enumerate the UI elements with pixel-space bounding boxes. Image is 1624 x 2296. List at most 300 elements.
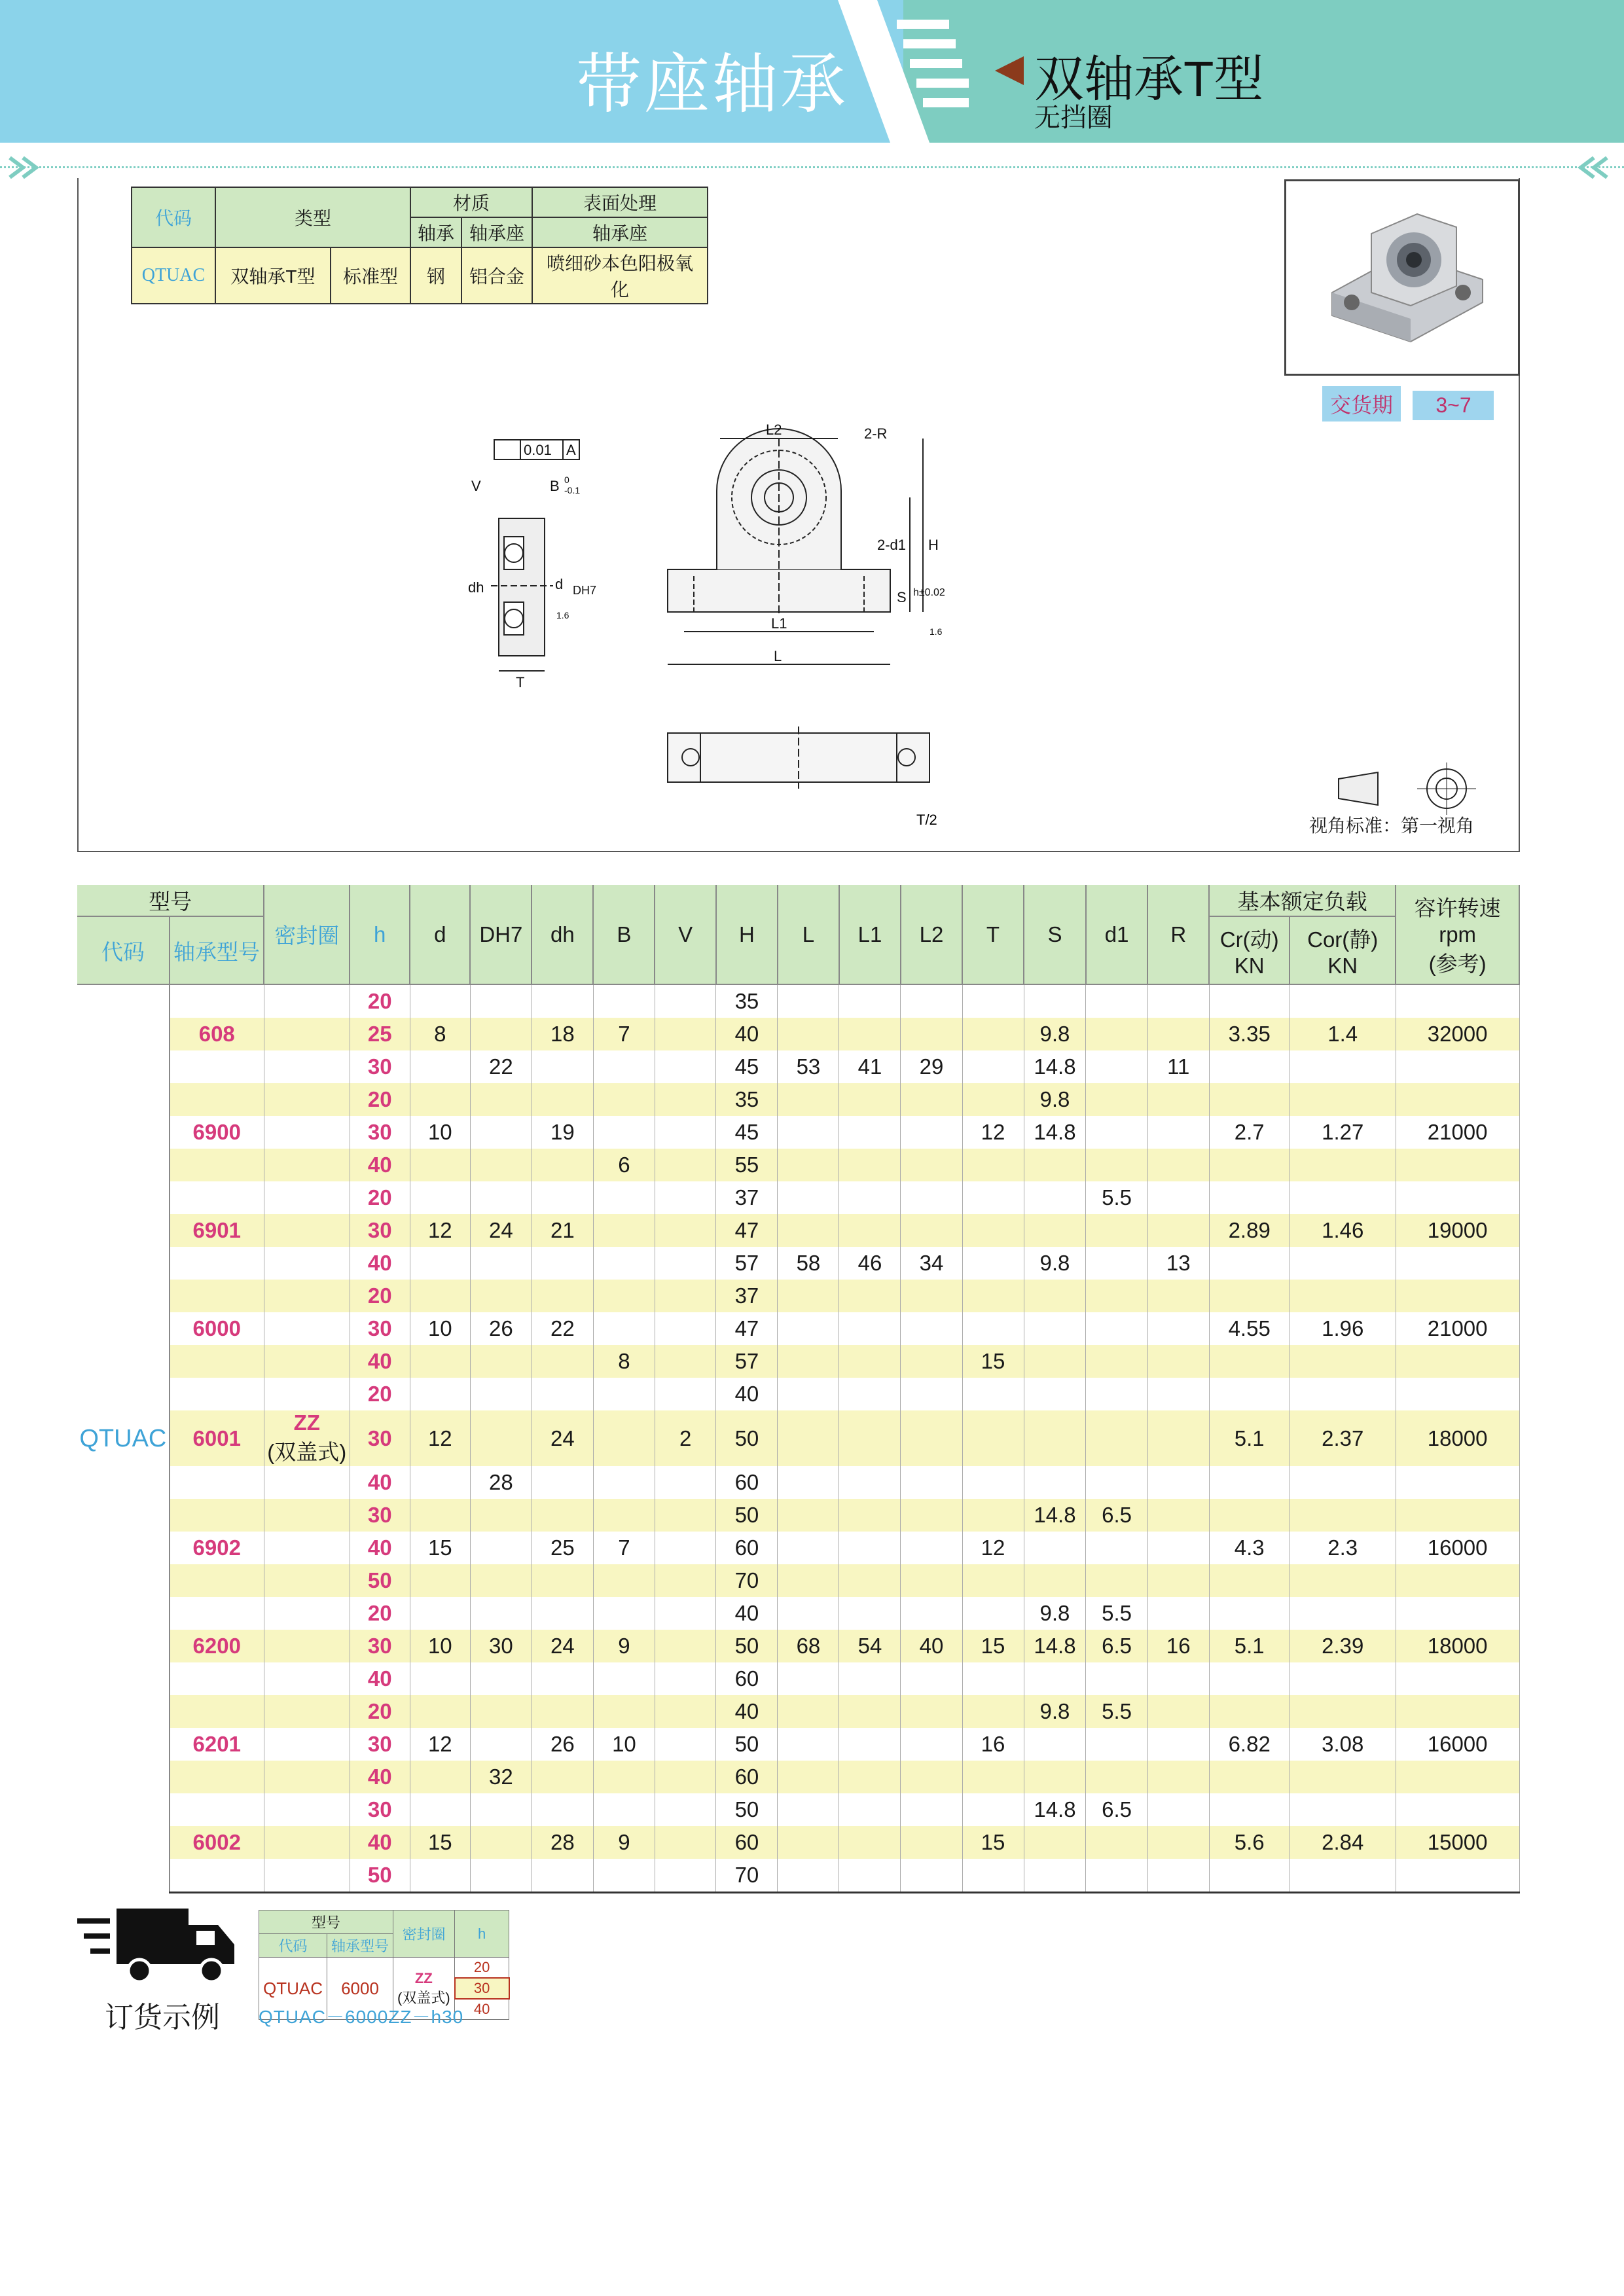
cell-s: 9.8 — [1024, 1083, 1086, 1116]
th-S: S — [1024, 885, 1086, 984]
table-row — [77, 1116, 1519, 1149]
cell-s — [1024, 1280, 1086, 1312]
cell-b — [593, 1662, 655, 1695]
cell-bearing-no: 6901 — [170, 1214, 264, 1247]
th-T: T — [962, 885, 1024, 984]
cell-h: 60 — [716, 1466, 778, 1499]
cell-v — [655, 984, 716, 1018]
cell-t — [962, 1312, 1024, 1345]
cell-cor — [1290, 1345, 1396, 1378]
cell-dh: 18 — [532, 1018, 593, 1050]
cell-seal — [264, 1149, 350, 1181]
cell-s — [1024, 1214, 1086, 1247]
cell-v — [655, 1695, 716, 1728]
cell-v — [655, 1597, 716, 1630]
cell-bearing-no — [170, 1499, 264, 1532]
dim-d: d — [555, 576, 564, 592]
cell-d1 — [1086, 1859, 1147, 1893]
cell-b — [593, 1050, 655, 1083]
cell-d1 — [1086, 984, 1147, 1018]
cell-cr — [1209, 1662, 1290, 1695]
cell-l1 — [839, 1378, 901, 1410]
cell-b — [593, 1499, 655, 1532]
cell-r — [1147, 1378, 1209, 1410]
cell-bearing-no — [170, 1345, 264, 1378]
page-header — [0, 0, 1624, 143]
table-row — [77, 1728, 1519, 1761]
cell-s — [1024, 1662, 1086, 1695]
cell-d — [410, 1597, 470, 1630]
table-row — [77, 1410, 1519, 1466]
dim-L: L — [774, 648, 782, 664]
cell-rpm — [1396, 1149, 1519, 1181]
cell-bearing-no: 6902 — [170, 1532, 264, 1564]
cell-t: 15 — [962, 1345, 1024, 1378]
cell-t — [962, 1410, 1024, 1466]
cell-bearing-no — [170, 1181, 264, 1214]
cell-bearing-no — [170, 1859, 264, 1893]
dim-H: H — [928, 537, 939, 553]
cell-cr: 6.82 — [1209, 1728, 1290, 1761]
cell-v — [655, 1181, 716, 1214]
cell-cr — [1209, 1793, 1290, 1826]
cell-seal — [264, 1728, 350, 1761]
cell-dh — [532, 1662, 593, 1695]
cell-r — [1147, 984, 1209, 1018]
cell-r — [1147, 1499, 1209, 1532]
cell-code: QTUAC — [77, 984, 170, 1893]
cell-v — [655, 1630, 716, 1662]
cell-d — [410, 1662, 470, 1695]
spec-surface: 喷细砂本色阳极氧化 — [532, 247, 708, 304]
spec-h-material: 材质 — [410, 187, 532, 217]
dim-dh: dh — [468, 579, 484, 596]
cell-seal — [264, 1083, 350, 1116]
cell-t — [962, 1597, 1024, 1630]
cell-t — [962, 1695, 1024, 1728]
cell-l — [778, 1466, 839, 1499]
cell-l — [778, 1116, 839, 1149]
cell-h: 20 — [350, 984, 410, 1018]
cell-l2 — [901, 1728, 962, 1761]
cell-s: 9.8 — [1024, 1018, 1086, 1050]
cell-l2 — [901, 1499, 962, 1532]
cell-d1 — [1086, 1050, 1147, 1083]
th-B: B — [593, 885, 655, 984]
cell-dh — [470, 984, 532, 1018]
cell-t — [962, 1280, 1024, 1312]
cell-dh: 26 — [470, 1312, 532, 1345]
cell-rpm — [1396, 1597, 1519, 1630]
cell-l — [778, 1499, 839, 1532]
cell-rpm — [1396, 1499, 1519, 1532]
cell-h: 55 — [716, 1149, 778, 1181]
cell-h: 40 — [350, 1532, 410, 1564]
cell-h: 37 — [716, 1181, 778, 1214]
cell-s — [1024, 984, 1086, 1018]
cell-cor — [1290, 1793, 1396, 1826]
cell-l — [778, 1695, 839, 1728]
table-row — [77, 1181, 1519, 1214]
cell-s — [1024, 1312, 1086, 1345]
cell-bearing-no: 6900 — [170, 1116, 264, 1149]
cell-h: 45 — [716, 1050, 778, 1083]
cell-r — [1147, 1793, 1209, 1826]
cell-dh — [470, 1181, 532, 1214]
cell-r — [1147, 1149, 1209, 1181]
cell-b — [593, 1181, 655, 1214]
cell-v — [655, 1018, 716, 1050]
cell-l2 — [901, 1410, 962, 1466]
cell-t — [962, 1859, 1024, 1893]
pillow-block-image — [1286, 181, 1518, 374]
cell-r — [1147, 1761, 1209, 1793]
cell-cr — [1209, 1345, 1290, 1378]
th-cr-unit: KN — [1234, 953, 1265, 978]
cell-l2 — [901, 1149, 962, 1181]
cell-h: 40 — [350, 1149, 410, 1181]
cell-rpm: 21000 — [1396, 1116, 1519, 1149]
cell-seal — [264, 1695, 350, 1728]
cell-d — [410, 1345, 470, 1378]
cell-cr — [1209, 1564, 1290, 1597]
cell-bearing-no — [170, 984, 264, 1018]
cell-dh: 22 — [532, 1312, 593, 1345]
cell-l2: 40 — [901, 1630, 962, 1662]
cell-l1 — [839, 1312, 901, 1345]
table-row — [77, 1859, 1519, 1893]
cell-v — [655, 1859, 716, 1893]
cell-r — [1147, 1695, 1209, 1728]
cell-l2 — [901, 1597, 962, 1630]
cell-rpm: 15000 — [1396, 1826, 1519, 1859]
table-row — [77, 1280, 1519, 1312]
tol-datum: A — [566, 442, 576, 458]
cell-l — [778, 1826, 839, 1859]
table-row — [77, 1630, 1519, 1662]
cell-r — [1147, 1859, 1209, 1893]
cell-d1 — [1086, 1378, 1147, 1410]
cell-bearing-no: 6000 — [170, 1312, 264, 1345]
th-H: H — [716, 885, 778, 984]
cell-seal — [264, 1597, 350, 1630]
cell-t — [962, 984, 1024, 1018]
cell-l1 — [839, 1662, 901, 1695]
cell-cor: 2.39 — [1290, 1630, 1396, 1662]
cell-d1 — [1086, 1761, 1147, 1793]
cell-cor — [1290, 1564, 1396, 1597]
delivery-label: 交货期 — [1322, 386, 1401, 422]
cell-h: 20 — [350, 1695, 410, 1728]
cell-l1 — [839, 1345, 901, 1378]
cell-h: 50 — [716, 1793, 778, 1826]
cell-t — [962, 1499, 1024, 1532]
cell-v — [655, 1499, 716, 1532]
cell-cr: 5.1 — [1209, 1630, 1290, 1662]
cell-dh — [470, 1728, 532, 1761]
cell-rpm — [1396, 1695, 1519, 1728]
cell-d: 12 — [410, 1728, 470, 1761]
cell-l1 — [839, 1083, 901, 1116]
cell-l2 — [901, 1378, 962, 1410]
cell-d — [410, 1050, 470, 1083]
cell-cor — [1290, 1050, 1396, 1083]
header-subtitle-2: 无挡圈 — [1034, 103, 1113, 132]
cell-dh — [532, 1378, 593, 1410]
spec-type2: 标准型 — [331, 247, 410, 304]
cell-d1 — [1086, 1312, 1147, 1345]
spec-bearing: 钢 — [410, 247, 461, 304]
cell-h: 20 — [350, 1597, 410, 1630]
dim-L2: L2 — [766, 422, 782, 438]
cell-v — [655, 1149, 716, 1181]
cell-l — [778, 1662, 839, 1695]
cell-d1: 6.5 — [1086, 1630, 1147, 1662]
cell-h: 40 — [716, 1378, 778, 1410]
cell-t — [962, 1466, 1024, 1499]
cell-v — [655, 1214, 716, 1247]
th-L: L — [778, 885, 839, 984]
cell-cor: 2.37 — [1290, 1410, 1396, 1466]
cell-bearing-no: 6001 — [170, 1410, 264, 1466]
cell-cr: 4.3 — [1209, 1532, 1290, 1564]
cell-d: 15 — [410, 1826, 470, 1859]
cell-cor — [1290, 1695, 1396, 1728]
rough-1: 1.6 — [556, 610, 569, 620]
cell-seal — [264, 1793, 350, 1826]
cell-s — [1024, 1345, 1086, 1378]
cell-cor — [1290, 1662, 1396, 1695]
cell-b — [593, 1597, 655, 1630]
cell-bearing-no — [170, 1280, 264, 1312]
cell-dh — [532, 1050, 593, 1083]
cell-bearing-no: 608 — [170, 1018, 264, 1050]
cell-rpm: 21000 — [1396, 1312, 1519, 1345]
cell-cr — [1209, 1761, 1290, 1793]
cell-l — [778, 1859, 839, 1893]
order-example-code: QTUAC－6000ZZ－h30 — [259, 2007, 464, 2027]
cell-dh — [470, 1826, 532, 1859]
cell-dh — [470, 1410, 532, 1466]
cell-r: 11 — [1147, 1050, 1209, 1083]
dim-B: B — [550, 478, 560, 494]
table-row — [77, 1345, 1519, 1378]
cell-cr: 2.7 — [1209, 1116, 1290, 1149]
cell-dh — [470, 1662, 532, 1695]
cell-v — [655, 1345, 716, 1378]
cell-b — [593, 1859, 655, 1893]
cell-d: 10 — [410, 1630, 470, 1662]
cell-cor — [1290, 1499, 1396, 1532]
cell-s: 14.8 — [1024, 1050, 1086, 1083]
cell-cor — [1290, 1247, 1396, 1280]
cell-l: 53 — [778, 1050, 839, 1083]
cell-r — [1147, 1410, 1209, 1466]
cell-d1 — [1086, 1826, 1147, 1859]
cell-rpm: 18000 — [1396, 1410, 1519, 1466]
cell-h: 40 — [716, 1695, 778, 1728]
cell-b — [593, 1312, 655, 1345]
cell-b — [593, 1695, 655, 1728]
cell-d — [410, 1793, 470, 1826]
th-d1: d1 — [1086, 885, 1147, 984]
cell-rpm — [1396, 1466, 1519, 1499]
table-row — [77, 1826, 1519, 1859]
cell-l2 — [901, 1662, 962, 1695]
cell-cor — [1290, 1466, 1396, 1499]
table-row — [77, 1466, 1519, 1499]
cell-dh — [470, 1597, 532, 1630]
cell-d1 — [1086, 1214, 1147, 1247]
cell-v — [655, 1312, 716, 1345]
cell-d: 12 — [410, 1410, 470, 1466]
cell-d — [410, 1181, 470, 1214]
cell-l — [778, 984, 839, 1018]
table-row — [77, 1018, 1519, 1050]
cell-d1 — [1086, 1662, 1147, 1695]
th-seal: 密封圈 — [264, 885, 350, 984]
cell-h: 25 — [350, 1018, 410, 1050]
cell-l — [778, 1280, 839, 1312]
cell-b — [593, 984, 655, 1018]
cell-rpm — [1396, 1247, 1519, 1280]
cell-dh: 21 — [532, 1214, 593, 1247]
spec-table — [131, 187, 708, 304]
dim-d1: 2-d1 — [877, 537, 907, 553]
cell-s: 9.8 — [1024, 1695, 1086, 1728]
cell-bearing-no — [170, 1564, 264, 1597]
spec-code: QTUAC — [132, 247, 215, 304]
cell-v — [655, 1280, 716, 1312]
cell-l1 — [839, 1793, 901, 1826]
cell-s: 14.8 — [1024, 1630, 1086, 1662]
order-h1: 20 — [455, 1958, 509, 1979]
cell-d1 — [1086, 1083, 1147, 1116]
cell-d — [410, 1083, 470, 1116]
cell-rpm — [1396, 1280, 1519, 1312]
table-row — [77, 1312, 1519, 1345]
table-row — [77, 1793, 1519, 1826]
cell-h: 20 — [350, 1378, 410, 1410]
cell-bearing-no — [170, 1050, 264, 1083]
cell-r — [1147, 1345, 1209, 1378]
cell-cr — [1209, 1378, 1290, 1410]
cell-s — [1024, 1466, 1086, 1499]
cell-t: 12 — [962, 1532, 1024, 1564]
table-row — [77, 1564, 1519, 1597]
cell-d: 12 — [410, 1214, 470, 1247]
cell-cor: 2.3 — [1290, 1532, 1396, 1564]
cell-s — [1024, 1728, 1086, 1761]
cell-h: 30 — [350, 1410, 410, 1466]
cell-h: 57 — [716, 1247, 778, 1280]
cell-h: 47 — [716, 1312, 778, 1345]
cell-d — [410, 984, 470, 1018]
cell-b: 9 — [593, 1630, 655, 1662]
cell-l: 68 — [778, 1630, 839, 1662]
table-row — [77, 1050, 1519, 1083]
cell-h: 40 — [350, 1345, 410, 1378]
cell-cr — [1209, 1466, 1290, 1499]
cell-l2 — [901, 1532, 962, 1564]
th-code: 代码 — [77, 916, 170, 984]
cell-dh — [470, 1280, 532, 1312]
cell-l2 — [901, 1826, 962, 1859]
cell-t: 15 — [962, 1630, 1024, 1662]
cell-r — [1147, 1280, 1209, 1312]
cell-seal — [264, 1859, 350, 1893]
cell-h: 50 — [350, 1564, 410, 1597]
cell-l1 — [839, 1532, 901, 1564]
th-speed — [1396, 885, 1519, 984]
cell-d — [410, 1761, 470, 1793]
cell-l1 — [839, 1466, 901, 1499]
cell-l2 — [901, 1695, 962, 1728]
cell-r — [1147, 1662, 1209, 1695]
cell-h: 60 — [716, 1826, 778, 1859]
cell-l1 — [839, 1761, 901, 1793]
cell-s — [1024, 1761, 1086, 1793]
cell-seal — [264, 1312, 350, 1345]
cell-v — [655, 1247, 716, 1280]
cell-h: 50 — [716, 1410, 778, 1466]
arrow-left-icon — [995, 56, 1024, 85]
cell-cr — [1209, 1247, 1290, 1280]
cell-l1 — [839, 1695, 901, 1728]
cell-d — [410, 1149, 470, 1181]
cell-d: 10 — [410, 1312, 470, 1345]
cell-l2 — [901, 1466, 962, 1499]
cell-l1 — [839, 1597, 901, 1630]
cell-d1: 5.5 — [1086, 1695, 1147, 1728]
th-bearing-no: 轴承型号 — [170, 916, 264, 984]
cell-l2 — [901, 1116, 962, 1149]
cell-t — [962, 1181, 1024, 1214]
cell-rpm — [1396, 984, 1519, 1018]
seal-desc: (双盖式) — [267, 1440, 347, 1464]
cell-l1 — [839, 1859, 901, 1893]
cell-l2 — [901, 1018, 962, 1050]
th-speed-title: 容许转速 — [1414, 895, 1501, 920]
table-row — [77, 984, 1519, 1018]
cell-l — [778, 1728, 839, 1761]
cell-rpm: 32000 — [1396, 1018, 1519, 1050]
cell-t — [962, 1793, 1024, 1826]
cell-rpm — [1396, 1761, 1519, 1793]
cell-bearing-no — [170, 1466, 264, 1499]
order-h-bno: 轴承型号 — [327, 1934, 393, 1958]
cell-r — [1147, 1466, 1209, 1499]
cell-bearing-no — [170, 1083, 264, 1116]
cell-dh — [470, 1499, 532, 1532]
cell-d1: 5.5 — [1086, 1181, 1147, 1214]
cell-dh: 28 — [470, 1466, 532, 1499]
cell-l2 — [901, 1312, 962, 1345]
cell-b: 10 — [593, 1728, 655, 1761]
cell-cr — [1209, 1695, 1290, 1728]
cell-v — [655, 1116, 716, 1149]
table-row — [77, 1597, 1519, 1630]
order-h-h: h — [455, 1910, 509, 1958]
cell-rpm — [1396, 1793, 1519, 1826]
cell-dh — [532, 1345, 593, 1378]
cell-cor — [1290, 1149, 1396, 1181]
cell-h: 20 — [350, 1280, 410, 1312]
table-row — [77, 1695, 1519, 1728]
cell-rpm — [1396, 1859, 1519, 1893]
order-bno: 6000 — [327, 1958, 393, 2020]
cell-seal — [264, 1466, 350, 1499]
